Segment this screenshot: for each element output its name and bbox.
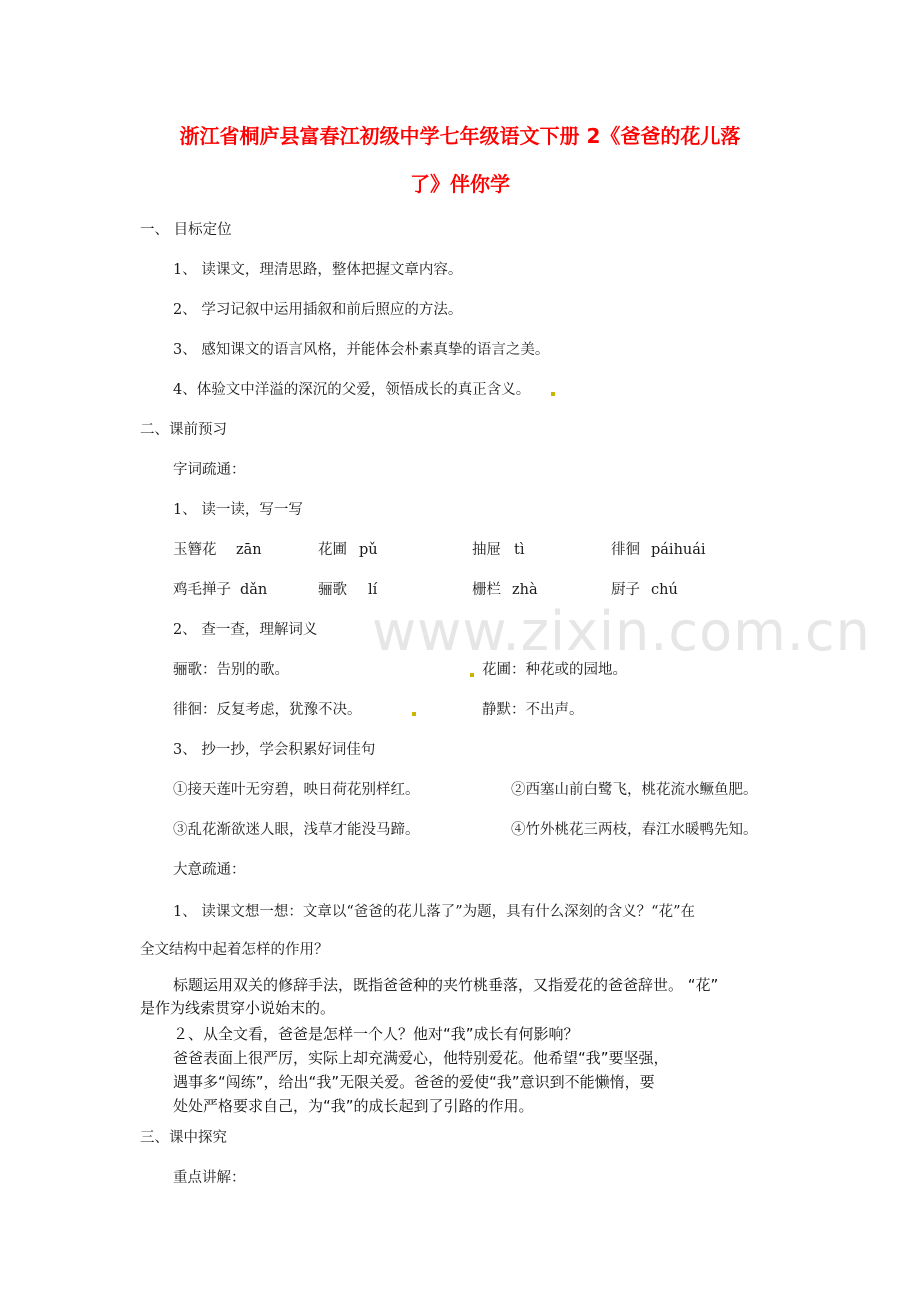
vocab-pinyin: dǎn xyxy=(240,582,268,598)
document-title-line1: 浙江省桐庐县富春江初级中学七年级语文下册 2《爸爸的花儿落 xyxy=(179,124,741,148)
goal-item-4: 4、体验文中洋溢的深沉的父爱，领悟成长的真正含义。 xyxy=(173,382,531,398)
answer-1-line-2: 是作为线索贯穿小说始末的。 xyxy=(140,999,336,1017)
goal-item-2: 2、 学习记叙中运用插叙和前后照应的方法。 xyxy=(173,302,463,318)
yellow-dot-mark xyxy=(470,673,474,677)
vocab-word: 玉簪花 xyxy=(173,542,217,558)
answer-2-line-1: 爸爸表面上很严厉，实际上却充满爱心，他特别爱花。他希望“我”要坚强， xyxy=(173,1049,669,1067)
vocab-word: 栅栏 xyxy=(472,582,501,598)
question-2: ２、从全文看，爸爸是怎样一个人？他对“我”成长有何影响？ xyxy=(173,1025,579,1043)
poem-sentence-2: ②西塞山前白鹭飞，桃花流水鳜鱼肥。 xyxy=(511,782,758,798)
focus-label: 重点讲解： xyxy=(173,1170,246,1186)
answer-2-line-2: 遇事多“闯练”，给出“我”无限关爱。爸爸的爱使“我”意识到不能懒惰，要 xyxy=(173,1073,655,1091)
copy-instruction: 3、 抄一抄，学会积累好词佳句 xyxy=(173,742,376,758)
watermark: www.zixin.com.cn xyxy=(372,600,871,663)
vocab-word: 花圃 xyxy=(318,542,347,558)
vocab-pinyin: páihuái xyxy=(651,542,706,558)
vocab-pinyin: tì xyxy=(514,542,525,558)
question-1-line-2: 全文结构中起着怎样的作用？ xyxy=(140,942,329,958)
answer-1-line-1: 标题运用双关的修辞手法，既指爸爸种的夹竹桃垂落，又指爱花的爸爸辞世。 “花” xyxy=(173,976,719,994)
definition-3: 徘徊：反复考虑，犹豫不决。 xyxy=(173,702,362,718)
document-title-line2: 了》伴你学 xyxy=(410,172,510,196)
yellow-dot-mark xyxy=(412,712,416,716)
yellow-dot-mark xyxy=(551,392,555,396)
lookup-instruction: 2、 查一查，理解词义 xyxy=(173,622,318,638)
vocab-pinyin: pǔ xyxy=(359,542,378,558)
vocab-word: 抽屉 xyxy=(472,542,501,558)
vocab-word: 骊歌 xyxy=(318,582,347,598)
vocab-pinyin: zān xyxy=(236,542,262,558)
goal-item-1: 1、 读课文，理清思路，整体把握文章内容。 xyxy=(173,262,463,278)
vocab-pinyin: lí xyxy=(368,582,378,598)
read-write-instruction: 1、 读一读，写一写 xyxy=(173,502,303,518)
goal-item-3: 3、 感知课文的语言风格，并能体会朴素真挚的语言之美。 xyxy=(173,342,550,358)
vocab-word: 徘徊 xyxy=(611,542,640,558)
poem-sentence-4: ④竹外桃花三两枝，春江水暖鸭先知。 xyxy=(511,822,758,838)
vocab-word: 鸡毛掸子 xyxy=(173,582,231,598)
section-2-heading: 二、课前预习 xyxy=(140,422,227,438)
answer-2-line-3: 处处严格要求自己，为“我”的成长起到了引路的作用。 xyxy=(173,1097,534,1115)
section-1-heading: 一、 目标定位 xyxy=(140,222,232,238)
vocab-word: 厨子 xyxy=(611,582,640,598)
definition-1: 骊歌：告别的歌。 xyxy=(173,662,289,678)
poem-sentence-3: ③乱花渐欲迷人眼，浅草才能没马蹄。 xyxy=(173,822,420,838)
vocab-label: 字词疏通： xyxy=(173,462,246,478)
vocab-pinyin: zhà xyxy=(512,582,538,598)
definition-4: 静默：不出声。 xyxy=(482,702,584,718)
section-3-heading: 三、课中探究 xyxy=(140,1130,227,1146)
question-1-line-1: 1、 读课文想一想：文章以“爸爸的花儿落了”为题，具有什么深刻的含义？“花”在 xyxy=(173,904,695,920)
poem-sentence-1: ①接天莲叶无穷碧，映日荷花别样红。 xyxy=(173,782,420,798)
vocab-pinyin: chú xyxy=(651,582,678,598)
gist-label: 大意疏通： xyxy=(173,862,246,878)
definition-2: 花圃：种花或的园地。 xyxy=(482,662,627,678)
